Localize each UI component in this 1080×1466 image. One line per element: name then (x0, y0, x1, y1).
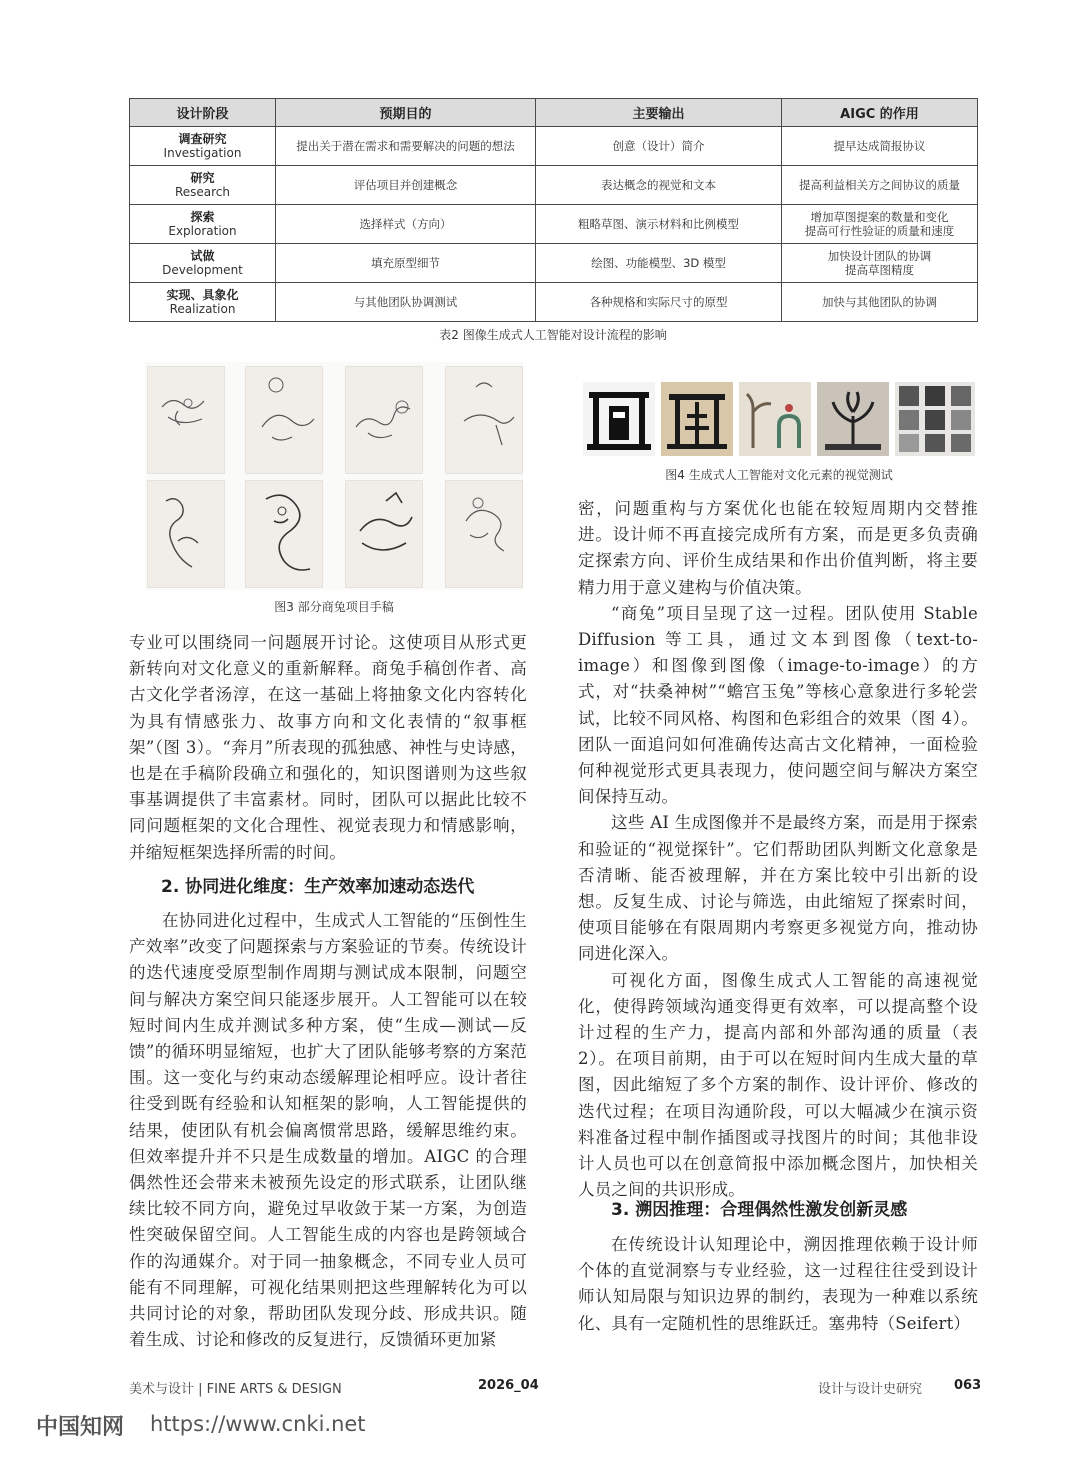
purpose-cell: 填充原型细节 (276, 244, 536, 283)
stage-name-cn: 调查研究 (178, 132, 227, 146)
table-header-cell: 设计阶段 (130, 99, 276, 127)
table-row (130, 205, 978, 244)
paragraph: 在协同进化过程中，生成式人工智能的“压倒性生产效率”改变了问题探索与方案验证的节奏。传统设计的迭代速度受原型制作周期与测试成本限制，问题空间与解决方案空间只能逐步展开。人工智能可以在较短时间内生成并测试多种方案，使“生成—测试—反馈”的循环明显缩短，也扩大了团队能够考察的方案范围。这一变化与约束动态缓解理论相呼应。设计者往往受到既有经验和认知框架的影响，人工智能提供的结果，使团队有机会偏离惯常思路，缓解思维约束。但效率提升并不只是生成数量的增加。AIGC 的合理偶然性还会带来未被预先设定的形式联系，让团队继续比较不同方向，避免过早收敛于某一方案，为创造性突破保留空间。人工智能生成的内容也是跨领域合作的沟通媒介。对于同一抽象概念，不同专业人员可能有不同理解，可视化结果则把这些理解转化为可以共同讨论的对象，帮助团队发现分歧、形成共识。随着生成、讨论和修改的反复进行，反馈循环更加紧 (129, 911, 527, 1350)
paragraph: 密，问题重构与方案优化也能在较短周期内交替推进。设计师不再直接完成所有方案，而是更多负责确定探索方向、评价生成结果和作出价值判断，将主要精力用于意义建构与价值决策。 (578, 499, 978, 597)
issue-number: 2026_04 (478, 1378, 539, 1393)
output-cell: 粗略草图、演示材料和比例模型 (536, 205, 782, 244)
output-cell: 绘图、功能模型、3D 模型 (536, 244, 782, 283)
stage-cell (130, 166, 276, 205)
table-row (130, 283, 978, 322)
generated-image (817, 382, 889, 456)
section-heading-3: 3. 溯因推理：合理偶然性激发创新灵感 (611, 1200, 908, 1220)
role-cell: 提早达成简报协议 (782, 127, 978, 166)
cnki-url[interactable]: https://www.cnki.net (150, 1412, 366, 1436)
figure-3-caption: 图3 部分商兔项目手稿 (274, 600, 394, 614)
role-cell: 增加草图提案的数量和变化 提高可行性验证的质量和速度 (782, 205, 978, 244)
output-cell: 各种规格和实际尺寸的原型 (536, 283, 782, 322)
stage-cell (130, 205, 276, 244)
purpose-cell: 提出关于潜在需求和需要解决的问题的想法 (276, 127, 536, 166)
right-column-top (578, 496, 978, 1203)
paragraph: 可视化方面，图像生成式人工智能的高速视觉化，使得跨领域沟通变得更有效率，可以提高整个设计过程的生产力，提高内部和外部沟通的质量（表 2）。在项目前期，由于可以在短时间内生成大量的草图，因此缩短了多个方案的制作、设计评价、修改的迭代过程；在项目沟通阶段，可以大幅减少在演示资料准备过程中制作插图或寻找图片的时间；其他非设计人员也可以在创意简报中添加概念图片，加快相关人员之间的共识形成。 (578, 970, 978, 1200)
role-cell: 加快与其他团队的协调 (782, 283, 978, 322)
stage-name-en: Development (162, 263, 243, 277)
stage-name-en: Research (174, 185, 231, 199)
table-header-cell: 主要输出 (536, 99, 782, 127)
purpose-cell: 与其他团队协调测试 (276, 283, 536, 322)
stage-name-en: Exploration (168, 224, 237, 238)
stage-cell (130, 244, 276, 283)
paragraph: 专业可以围绕同一问题展开讨论。这使项目从形式更新转向对文化意义的重新解释。商兔手稿创作者、高古文化学者汤淳，在这一基础上将抽象文化内容转化为具有情感张力、故事方向和文化表情的“叙事框架”（图 3）。“奔月”所表现的孤独感、神性与史诗感，也是在手稿阶段确立和强化的，知识图谱则为这些叙事基调提供了丰富素材。同时，团队可以据此比较不同问题框架的文化合理性、视觉表现力和情感影响，并缩短框架选择所需的时间。 (129, 633, 527, 862)
journal-name: 美术与设计 | FINE ARTS & DESIGN (129, 1382, 342, 1397)
stage-name-en: Investigation (163, 146, 242, 160)
generated-image (661, 382, 733, 456)
design-process-table (129, 98, 978, 322)
stage-cell (130, 127, 276, 166)
table-header-row (130, 99, 978, 127)
sketch-image (245, 480, 323, 588)
output-cell: 表达概念的视觉和文本 (536, 166, 782, 205)
table-row (130, 244, 978, 283)
stage-name-en: Realization (169, 302, 236, 316)
stage-name-cn: 实现、具象化 (166, 288, 239, 302)
sketch-image (147, 480, 225, 588)
generated-image (583, 382, 655, 456)
role-cell: 加快设计团队的协调 提高草图精度 (782, 244, 978, 283)
paragraph: “商兔”项目呈现了这一过程。团队使用 Stable Diffusion 等工具，通过文本到图像（text-to-image）和图像到图像（image-to-image）的方式，对“扶桑神树”“蟾宫玉兔”等核心意象进行多轮尝试，比较不同风格、构图和色彩组合的效果（图 4）。团队一面追问如何准确传达高古文化精神，一面检验何种视觉形式更具表现力，使问题空间与解决方案空间保持互动。 (578, 603, 978, 807)
stage-name-cn: 研究 (190, 171, 215, 185)
figure-3-sketches (145, 362, 523, 590)
table-row (130, 166, 978, 205)
section-name: 设计与设计史研究 (818, 1382, 923, 1397)
generated-image-grid (895, 382, 975, 456)
paragraph: 这些 AI 生成图像并不是最终方案，而是用于探索和验证的“视觉探针”。它们帮助团队判断文化意象是否清晰、能否被理解，并在方案比较中引出新的设想。反复生成、讨论与筛选，由此缩短了探索时间，使项目能够在有限周期内考察更多视觉方向，推动协同进化深入。 (578, 813, 978, 964)
stage-name-cn: 探索 (190, 210, 215, 224)
table-header-cell: 预期目的 (276, 99, 536, 127)
table-row (130, 127, 978, 166)
figure-4-visual-tests (583, 364, 975, 460)
table-caption: 表2 图像生成式人工智能对设计流程的影响 (439, 328, 667, 342)
section-heading-2: 2. 协同进化维度：生产效率加速动态迭代 (161, 877, 475, 897)
figure-4-caption: 图4 生成式人工智能对文化元素的视觉测试 (665, 468, 893, 482)
right-column-bottom (578, 1232, 978, 1337)
sketch-image (147, 366, 225, 474)
stage-name-cn: 试做 (190, 249, 215, 263)
sketch-image (345, 480, 423, 588)
stage-cell (130, 283, 276, 322)
left-column-bottom (129, 908, 527, 1353)
left-column-top (129, 630, 527, 866)
sketch-image (445, 480, 523, 588)
generated-image (739, 382, 811, 456)
sketch-image (345, 366, 423, 474)
output-cell: 创意（设计）简介 (536, 127, 782, 166)
page-number: 063 (954, 1378, 982, 1393)
purpose-cell: 选择样式（方向） (276, 205, 536, 244)
role-cell: 提高利益相关方之间协议的质量 (782, 166, 978, 205)
cnki-brand: 中国知网 (36, 1415, 125, 1440)
table-header-cell: AIGC 的作用 (782, 99, 978, 127)
paragraph: 在传统设计认知理论中，溯因推理依赖于设计师个体的直觉洞察与专业经验，这一过程往往受到设计师认知局限与知识边界的制约，表现为一种难以系统化、具有一定随机性的思维跃迁。塞弗特（Seifert） (578, 1235, 978, 1333)
sketch-image (245, 366, 323, 474)
purpose-cell: 评估项目并创建概念 (276, 166, 536, 205)
sketch-image (445, 366, 523, 474)
